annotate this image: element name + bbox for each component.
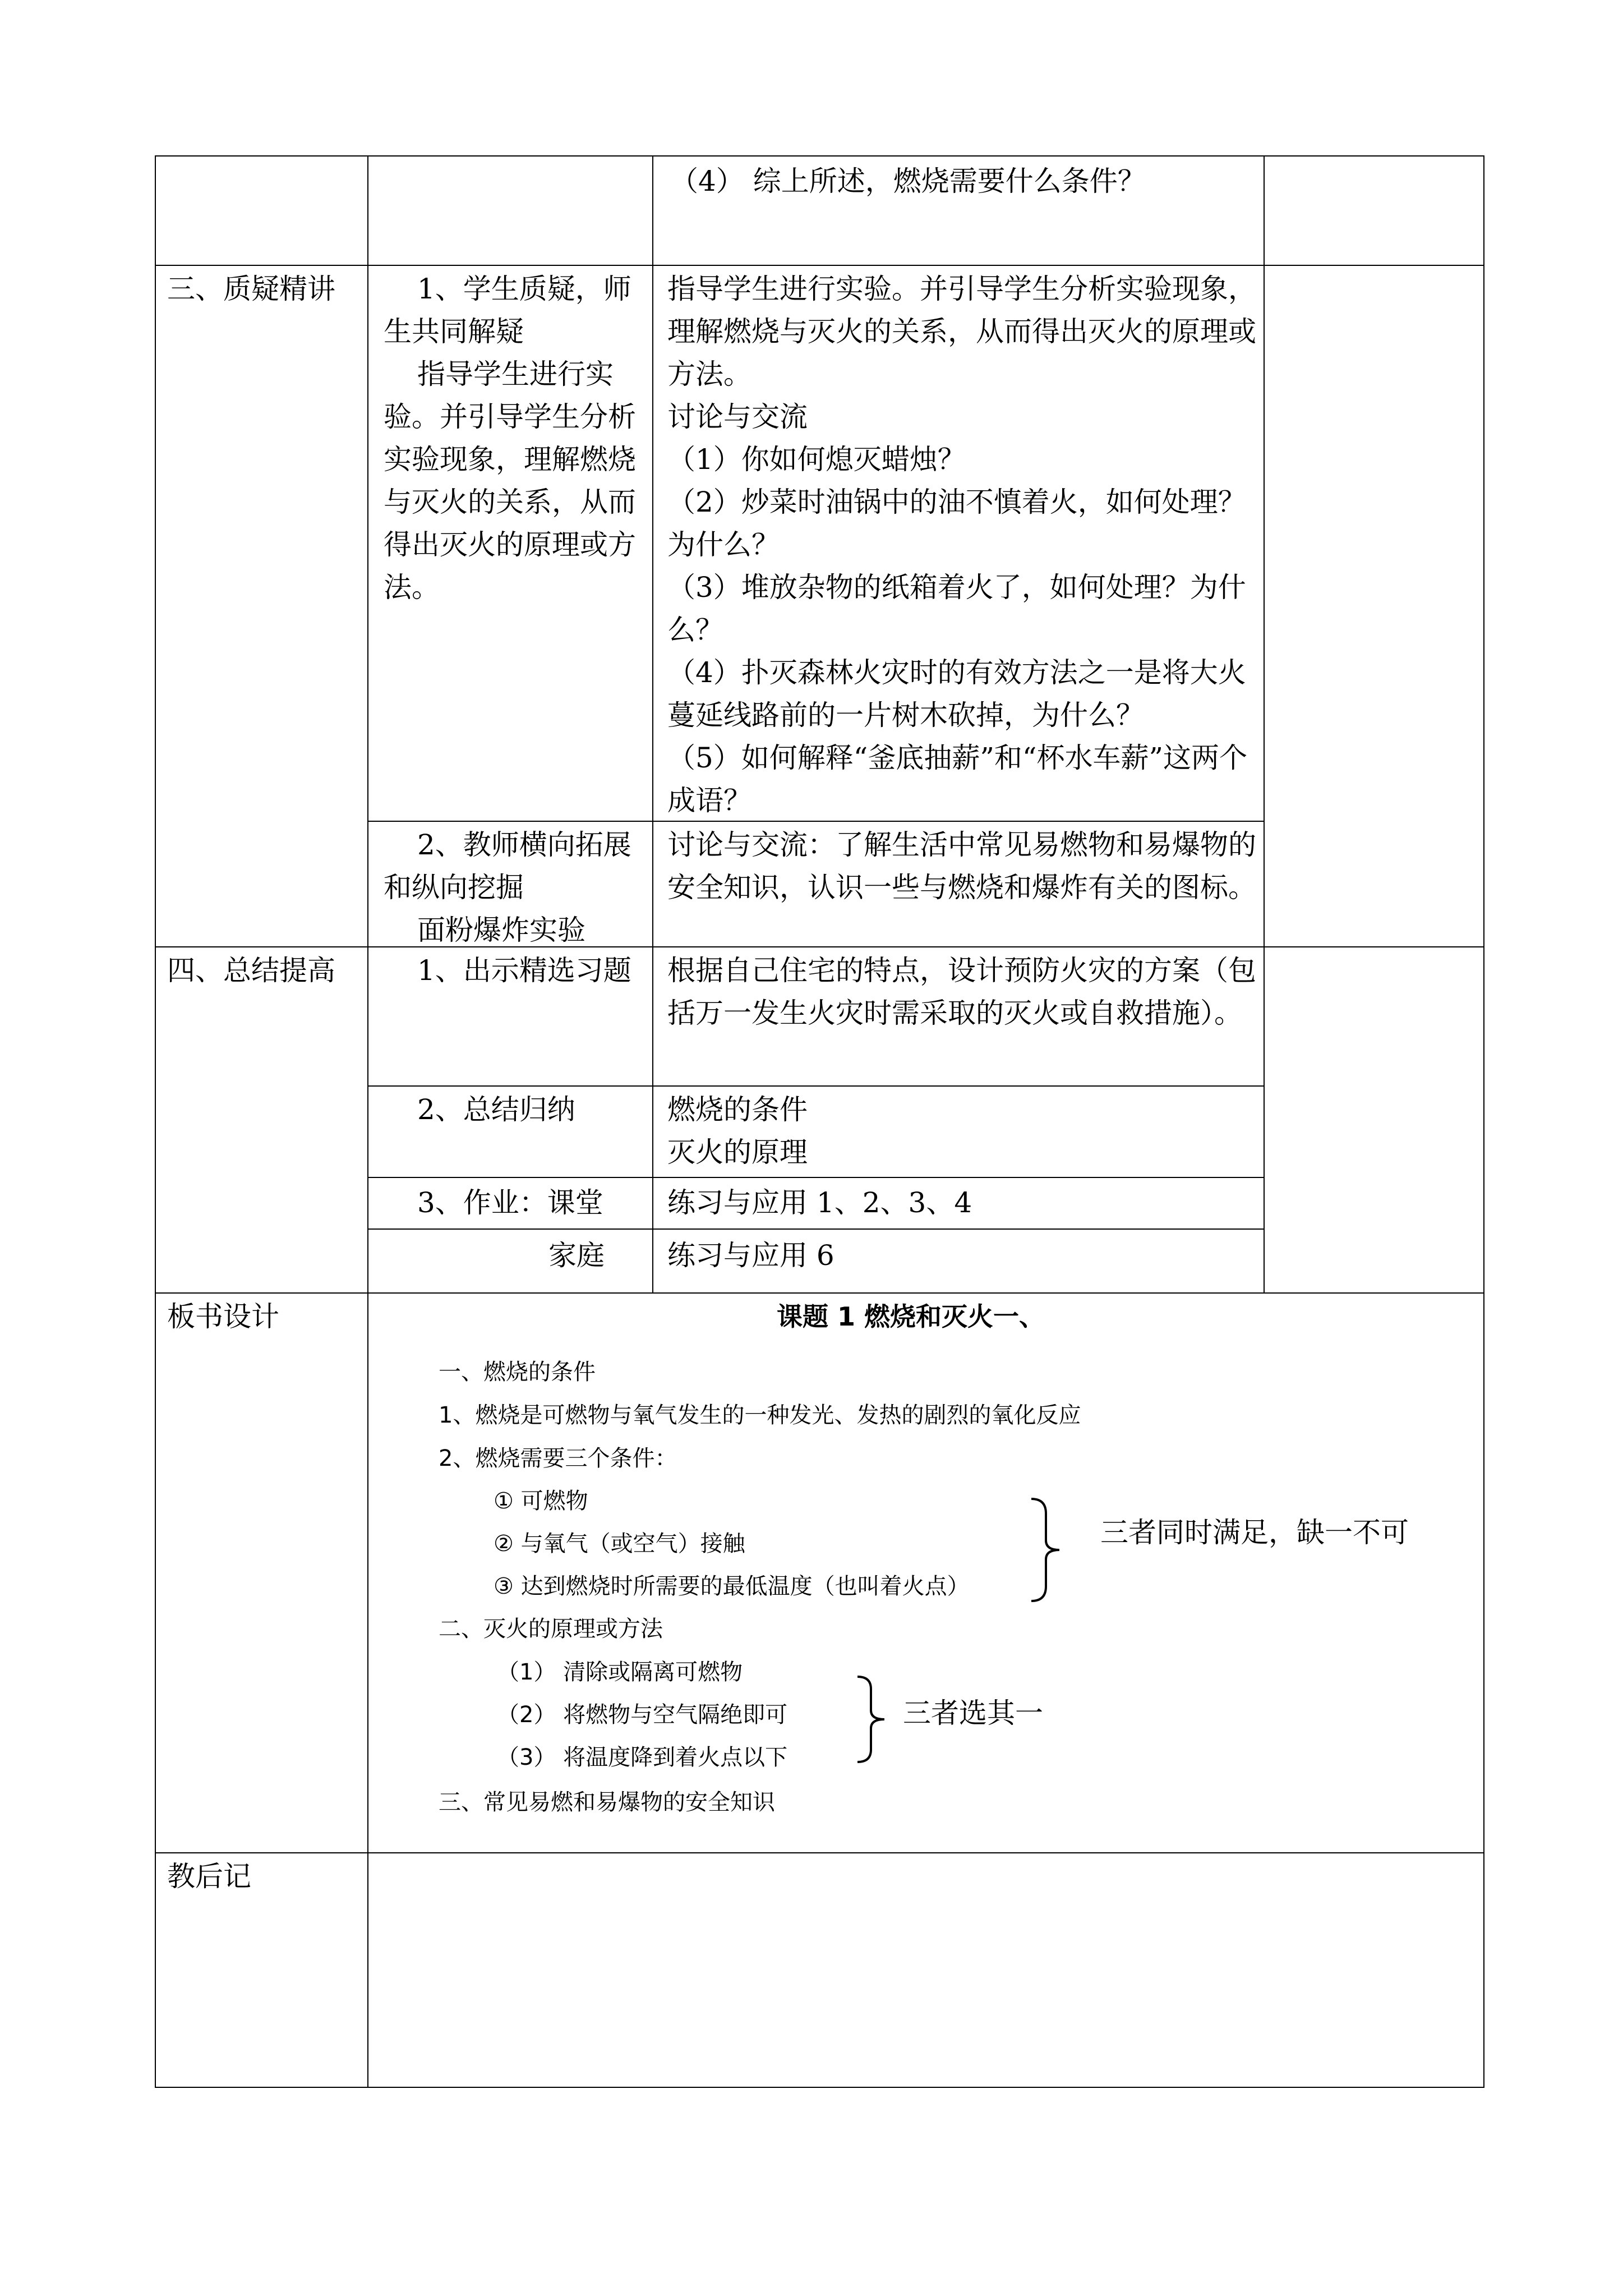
board-heading-3: 三、常见易燃和易爆物的安全知识: [439, 1789, 775, 1815]
section3-step2-title: 2、教师横向拓展和纵向挖掘: [384, 829, 631, 904]
section4-note-cell: [1264, 946, 1484, 1294]
board-line-2: 2、燃烧需要三个条件：: [439, 1446, 677, 1471]
board-brace-1: [1029, 1497, 1063, 1603]
board-brace-2: [855, 1674, 889, 1764]
section3-step1-desc: 指导学生进行实验。并引导学生分析实验现象，理解燃烧与灭火的关系，从而得出灭火的原理或方法。: [384, 358, 636, 604]
section4-step4: 家庭: [548, 1239, 605, 1272]
section3-stage-label: 三、质疑精讲: [167, 273, 335, 305]
section3-stage-cell: [155, 265, 368, 947]
section4-step2: 2、总结归纳: [417, 1093, 575, 1126]
section4-content1: 根据自己住宅的特点，设计预防火灾的方案（包括万一发生火灾时需采取的灭火或自救措施）。: [667, 954, 1256, 1029]
row0-question-4: （4） 综上所述，燃烧需要什么条件？: [670, 165, 1146, 197]
board-note-1: 三者同时满足，缺一不可: [1100, 1516, 1409, 1549]
section3-question-3: （3）堆放杂物的纸箱着火了，如何处理？为什么？: [667, 571, 1246, 646]
section3-discuss-heading: 讨论与交流: [667, 401, 808, 433]
board-note-2: 三者选其一: [903, 1697, 1043, 1729]
section4-step3: 3、作业：课堂: [417, 1186, 603, 1219]
row0-step-cell: [367, 155, 653, 266]
section4-step4-cell: [367, 1228, 653, 1294]
section3-question-5: （5）如何解释“釜底抽薪”和“杯水车薪”这两个成语？: [667, 742, 1248, 817]
section4-step1: 1、出示精选习题: [417, 954, 631, 987]
section3-question-4: （4）扑灭森林火灾时的有效方法之一是将大火蔓延线路前的一片树木砍掉，为什么？: [667, 656, 1246, 731]
section3-content2: 讨论与交流：了解生活中常见易燃物和易爆物的安全知识，认识一些与燃烧和爆炸有关的图标。: [667, 829, 1256, 904]
section4-stage-label: 四、总结提高: [167, 954, 335, 987]
section4-content4: 练习与应用 6: [667, 1239, 834, 1272]
board-title: 课题 1 燃烧和灭火一、: [777, 1301, 1045, 1332]
board-heading-2: 二、灭火的原理或方法: [439, 1616, 663, 1642]
section3-question-1: （1）你如何熄灭蜡烛？: [667, 443, 966, 476]
section4-content3: 练习与应用 1、2、3、4: [667, 1186, 972, 1219]
board-label: 板书设计: [167, 1300, 279, 1333]
section3-content1-intro: 指导学生进行实验。并引导学生分析实验现象，理解燃烧与灭火的关系，从而得出灭火的原理或方法。: [667, 273, 1256, 390]
section3-step2-desc: 面粉爆炸实验: [417, 914, 585, 946]
board-method-3: （3） 将温度降到着火点以下: [497, 1745, 788, 1770]
section4-content2-line1: 燃烧的条件: [667, 1093, 808, 1126]
afterword-content-cell: [367, 1852, 1484, 2088]
afterword-label: 教后记: [167, 1860, 251, 1893]
board-heading-1: 一、燃烧的条件: [439, 1359, 596, 1385]
board-condition-3: ③ 达到燃烧时所需要的最低温度（也叫着火点）: [494, 1573, 970, 1599]
board-label-cell: [155, 1292, 368, 1853]
board-condition-1: ① 可燃物: [494, 1488, 588, 1514]
row0-stage-cell: [155, 155, 368, 266]
board-method-1: （1） 清除或隔离可燃物: [497, 1659, 743, 1685]
section4-content2-line2: 灭火的原理: [667, 1136, 808, 1168]
board-line-1: 1、燃烧是可燃物与氧气发生的一种发光、发热的剧烈的氧化反应: [439, 1402, 1081, 1428]
section4-stage-cell: [155, 946, 368, 1294]
section3-note-cell: [1264, 265, 1484, 947]
section3-step1-title: 1、学生质疑，师生共同解疑: [384, 273, 631, 348]
row0-note-cell: [1264, 155, 1484, 266]
board-condition-2: ② 与氧气（或空气）接触: [494, 1531, 745, 1557]
section3-question-2: （2）炒菜时油锅中的油不慎着火，如何处理？为什么？: [667, 486, 1246, 561]
board-method-2: （2） 将燃物与空气隔绝即可: [497, 1702, 788, 1728]
